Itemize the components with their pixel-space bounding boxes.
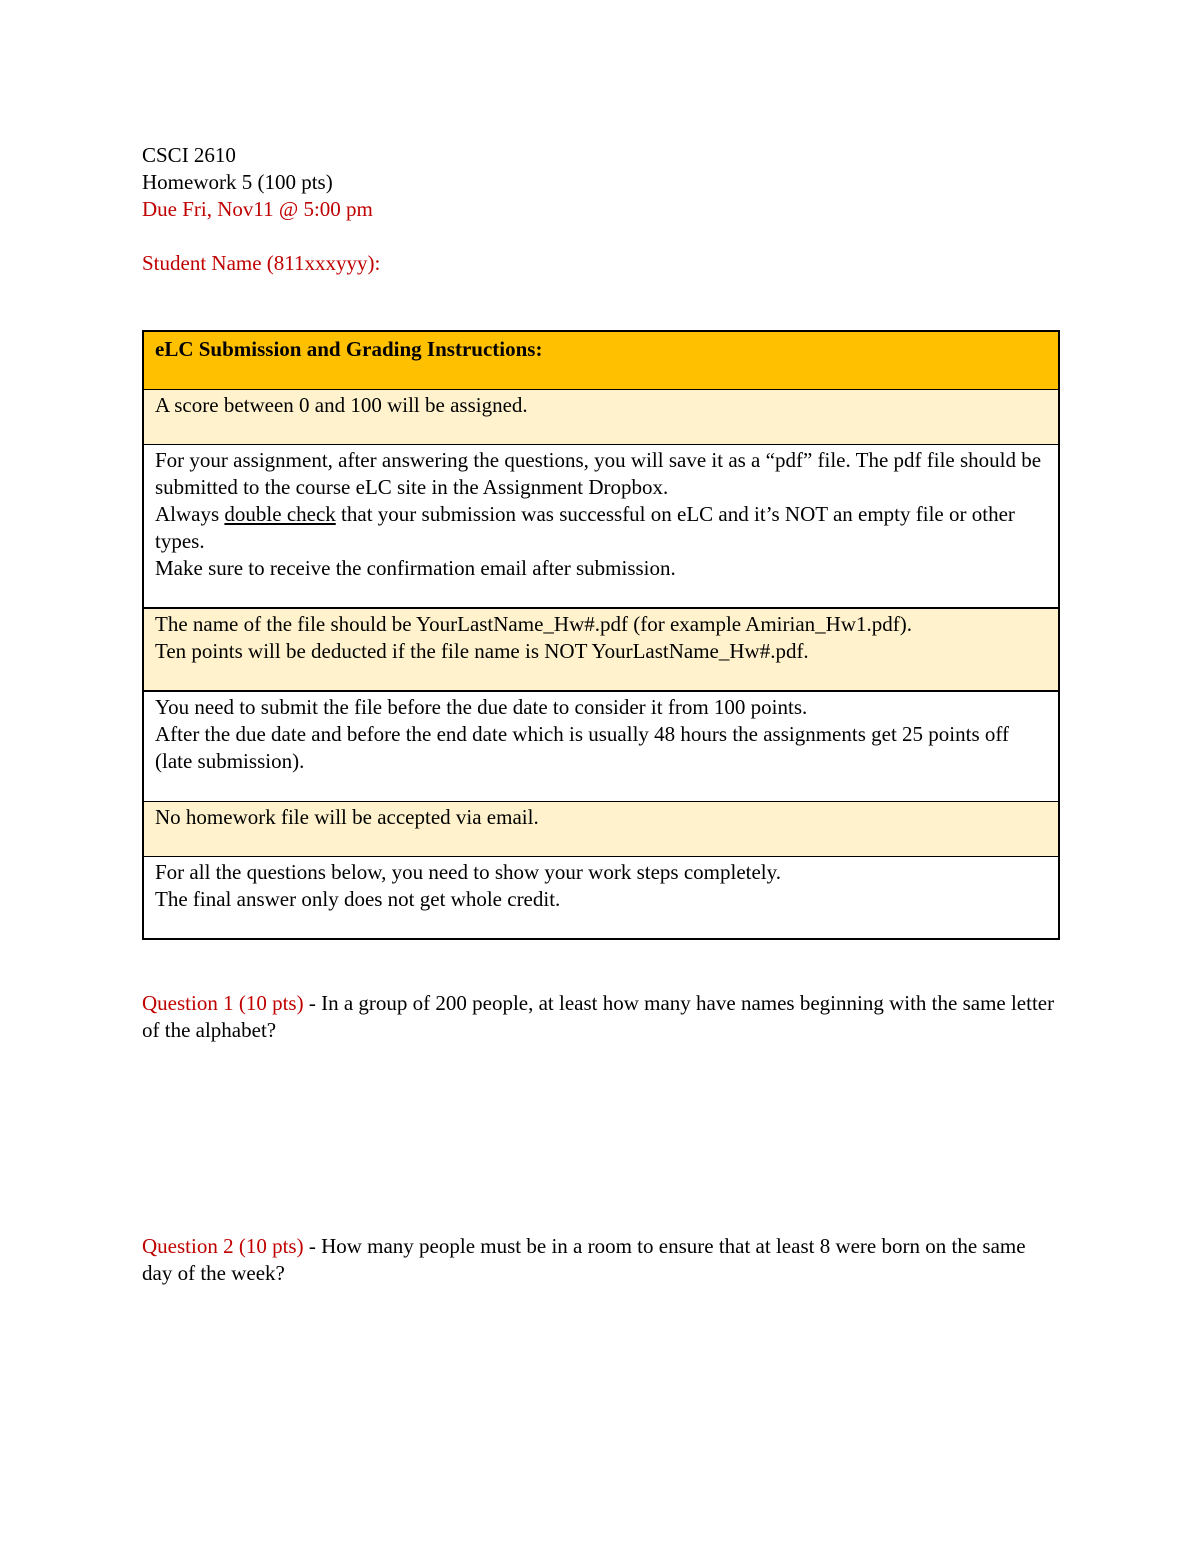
due-row [143,691,1059,802]
score-text: A score between 0 and 100 will be assigned. [143,390,1059,445]
instructions-header-row [143,331,1059,390]
email-rule: No homework file will be accepted via email. [143,802,1059,857]
filename-row [143,608,1059,691]
instructions-title: eLC Submission and Grading Instructions: [143,331,1059,390]
pdf-instruction: For your assignment, after answering the questions, you will save it as a “pdf” file. The pdf file should be submitted to the course eLC site in the Assignment Dropbox. [155,448,1042,499]
due-cell [143,691,1059,802]
homework-title: Homework 5 (100 pts) [142,170,333,194]
score-row [143,390,1059,445]
work-cell [143,857,1059,940]
course-code: CSCI 2610 [142,143,236,167]
instructions-table [142,330,1060,940]
question-text: - In a group of 200 people, at least how many have names beginning with the same letter of the alphabet? [142,991,1055,1042]
double-check-instruction [155,501,1047,555]
work-row [143,857,1059,940]
email-row [143,802,1059,857]
filename-penalty: Ten points will be deducted if the file name is NOT YourLastName_Hw#.pdf. [155,639,809,663]
question-2 [142,1233,1060,1287]
document-header [142,142,1060,277]
double-check-prefix: Always [155,502,225,526]
late-penalty: After the due date and before the end date which is usually 48 hours the assignments get 25 points off (late submission). [155,722,1009,773]
filename-cell [143,608,1059,691]
work-rule: For all the questions below, you need to show your work steps completely. [155,860,782,884]
due-rule: You need to submit the file before the due date to consider it from 100 points. [155,695,808,719]
question-text: - How many people must be in a room to ensure that at least 8 were born on the same day of the week? [142,1234,1026,1285]
due-date: Due Fri, Nov11 @ 5:00 pm [142,197,373,221]
credit-rule: The final answer only does not get whole credit. [155,887,561,911]
question-1 [142,990,1060,1044]
confirmation-instruction: Make sure to receive the confirmation email after submission. [155,556,676,580]
double-check-emphasis: double check [224,502,336,526]
submission-row [143,445,1059,609]
student-name-label: Student Name (811xxxyyy): [142,251,381,275]
submission-cell [143,445,1059,609]
question-label: Question 2 (10 pts) [142,1234,304,1258]
double-check-suffix: that your submission was successful on eLC and it’s NOT an empty file or other types. [155,502,1015,553]
question-label: Question 1 (10 pts) [142,991,304,1015]
filename-rule: The name of the file should be YourLastName_Hw#.pdf (for example Amirian_Hw1.pdf). [155,612,912,636]
spacer [142,223,1060,250]
